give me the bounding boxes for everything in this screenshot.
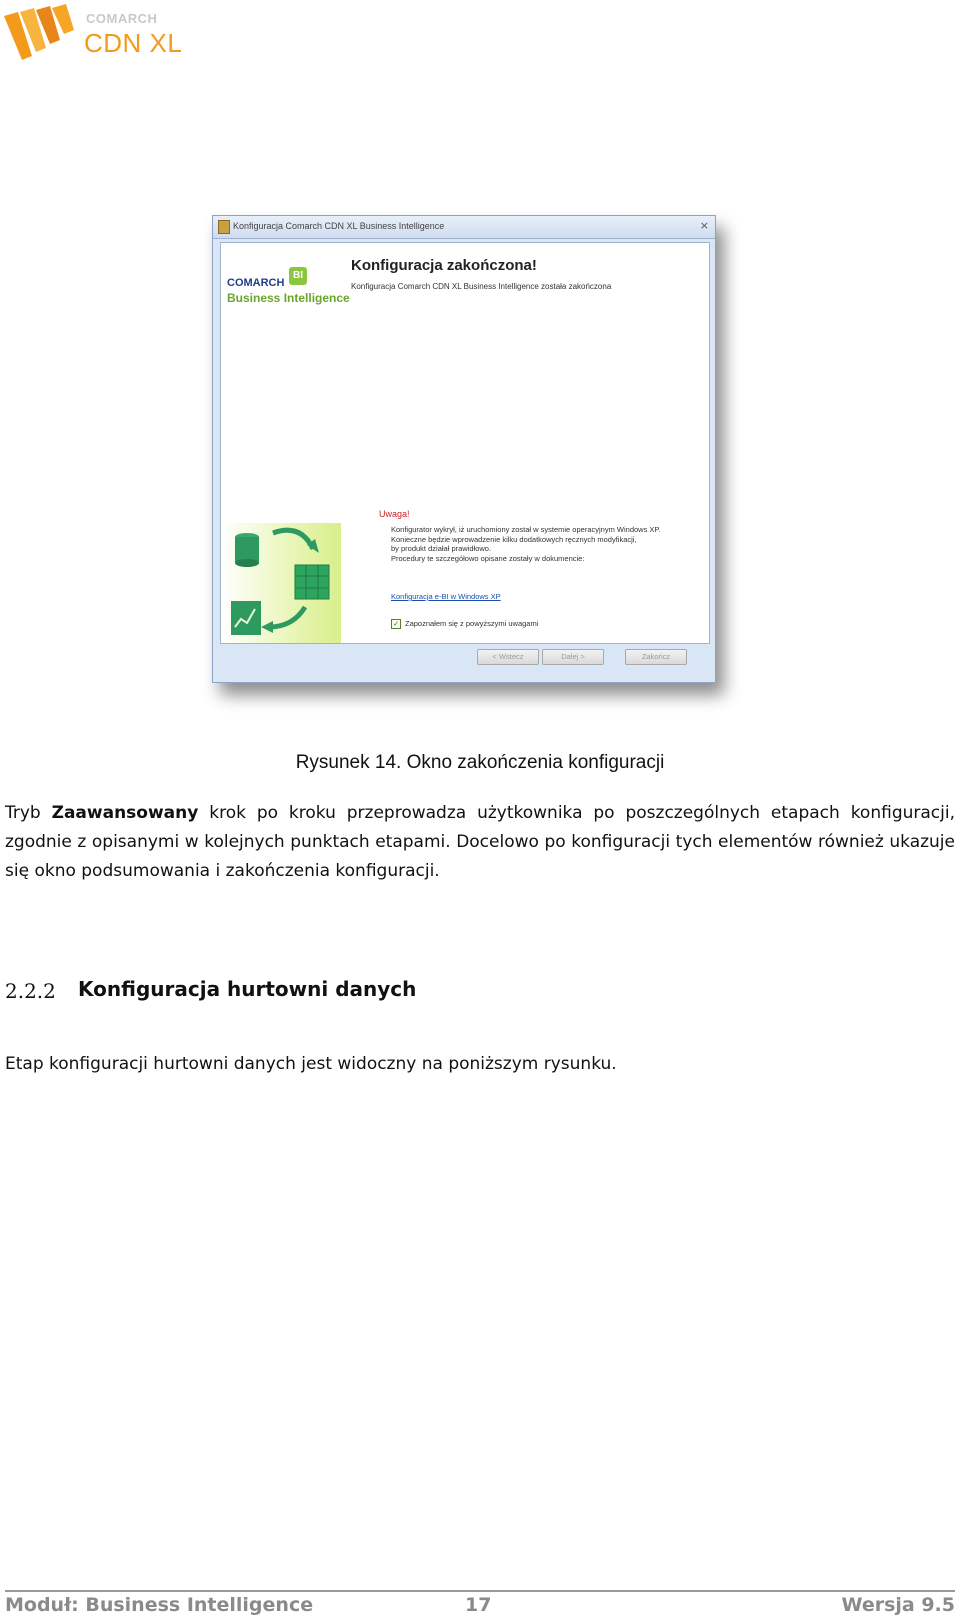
warning-line: Konfigurator wykrył, iż uruchomiony został w systemie operacyjnym Windows XP. [391,525,661,534]
window-titlebar [213,216,715,239]
w-emblem-icon [4,4,76,64]
dialog-heading: Konfiguracja zakończona! [351,257,537,274]
warning-line: Procedury te szczegółowo opisane zostały w dokumencie: [391,553,585,563]
section-number: 2.2.2 [5,979,56,1003]
dialog-content [220,242,710,644]
bi-logo-subtitle: Business Intelligence [227,291,350,305]
next-button[interactable]: Dalej > [542,649,604,665]
footer-version: Wersja 9.5 [841,1594,955,1616]
body-paragraph [5,799,955,886]
logo-comarch-text: COMARCH [86,11,158,26]
dialog-subheading: Konfiguracja Comarch CDN XL Business Intelligence została zakończona [351,282,612,291]
comarch-cdn-xl-logo [4,4,194,64]
bi-graphics-icon [221,523,341,644]
logo-cdn-xl-text: CDN XL [84,28,183,58]
bi-badge-icon: BI [289,267,307,285]
acknowledge-label: Zapoznałem się z powyższymi uwagami [405,619,539,628]
figure-caption: Rysunek 14. Okno zakończenia konfiguracji [295,752,665,773]
body-paragraph: Etap konfiguracji hurtowni danych jest widoczny na poniższym rysunku. [5,1054,617,1074]
bi-illustration [221,523,341,644]
app-icon [218,220,230,234]
warning-line: Konieczne będzie wprowadzenie kilku dodatkowych ręcznych modyfikacji, [391,534,637,544]
footer-divider [5,1590,955,1592]
warning-text [391,525,691,563]
window-title: Konfiguracja Comarch CDN XL Business Intelligence [233,221,445,231]
para-text: Tryb [5,803,52,823]
warning-line: by produkt działał prawidłowo. [391,544,492,553]
footer-module: Moduł: Business Intelligence [5,1594,314,1616]
close-icon[interactable]: × [699,219,709,232]
back-button[interactable]: < Wstecz [477,649,539,665]
acknowledge-checkbox[interactable]: ✓ [391,619,401,629]
bi-logo-comarch: COMARCH [227,277,285,289]
warning-title: Uwaga! [379,509,410,519]
windows-xp-doc-link[interactable]: Konfiguracja e-BI w Windows XP [391,592,501,601]
finish-button[interactable]: Zakończ [625,649,687,665]
para-text: krok po kroku przeprowadza użytkownika po poszczególnych etapach konfiguracji, zgodnie z opisanymi w kolejnych punktach etapami. Docelowo po konfiguracji tych elementów również ukazuje się okno podsumowania i zakończenia konfiguracji. [5,803,955,881]
page-number: 17 [465,1594,492,1616]
para-bold-term: Zaawansowany [51,803,199,823]
section-title: Konfiguracja hurtowni danych [78,977,417,1001]
config-window-screenshot [212,215,716,683]
